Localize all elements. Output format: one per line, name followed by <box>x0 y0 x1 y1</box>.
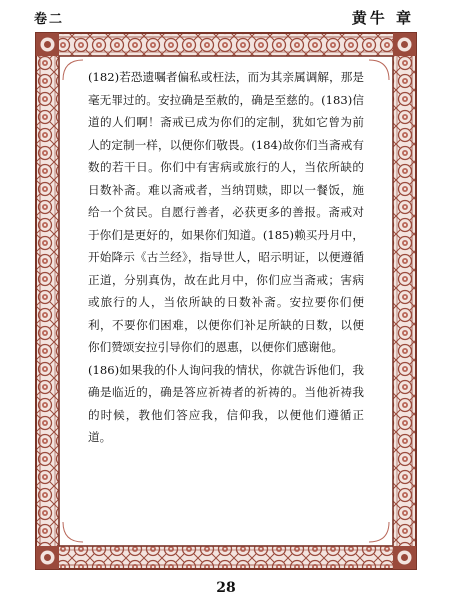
corner-ornament-bottom-right <box>393 546 416 569</box>
corner-ornament-bottom-left <box>36 546 59 569</box>
corner-ornament-top-right <box>393 33 416 56</box>
scripture-text <box>88 66 364 449</box>
paragraph: (182)若恐遗嘱者偏私或枉法，而为其亲属调解，那是毫无罪过的。安拉确是至赦的，确是至慈的。(183)信道的人们啊！斋戒已成为你们的定制，犹如它曾为前人的定制一样，以便你们敬畏。(184)故你们当斋戒有数的若干日。你们中有害病或旅行的人，当依所缺的日数补斋。难以斋戒者，当纳罚赎，即以一餐饭，施给一个贫民。自愿行善者，必获更多的善报。斋戒对于你们是更好的，如果你们知道。(185)赖买丹月中，开始降示《古兰经》，指导世人，昭示明证，以便遵循正道，分别真伪，故在此月中，你们应当斋戒；害病或旅行的人，当依所缺的日数补斋。安拉要你们便利，不要你们困难，以便你们补足所缺的日数，以便你们赞颂安拉引导你们的恩惠，以便你们感谢他。 <box>88 70 364 354</box>
volume-label: 卷二 <box>34 12 65 27</box>
corner-ornament-top-left <box>36 33 59 56</box>
paragraph: (186)如果我的仆人询问我的情状，你就告诉他们，我确是临近的，确是答应祈祷者的祈祷的。当他祈祷我的时候，教他们答应我，信仰我，以便他们遵循正道。 <box>88 362 364 444</box>
chapter-title: 黄牛 章 <box>351 9 414 27</box>
page-number: 28 <box>216 580 236 596</box>
